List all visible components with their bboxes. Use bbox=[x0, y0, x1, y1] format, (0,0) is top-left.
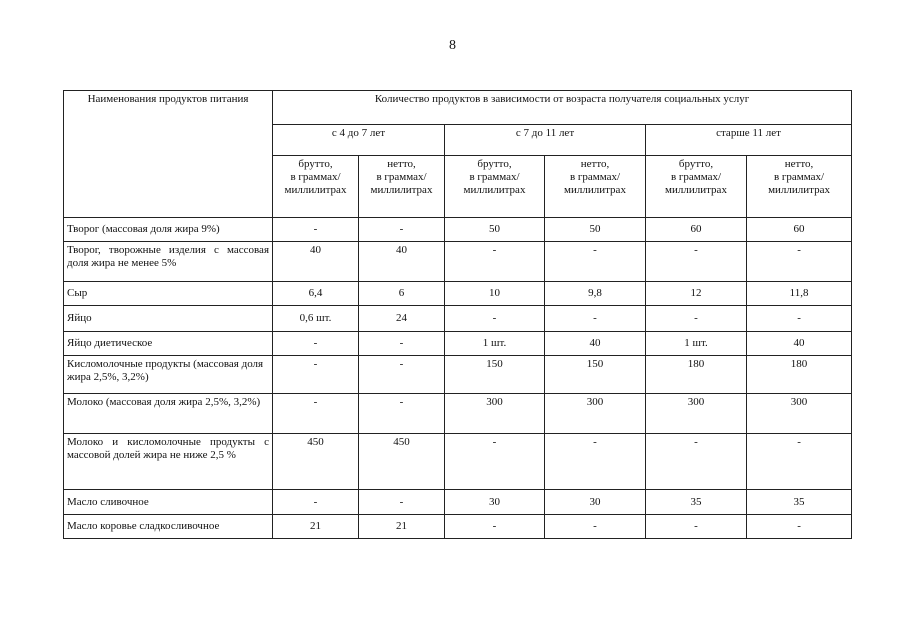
value-cell: 450 bbox=[273, 434, 359, 490]
value-cell: 60 bbox=[747, 218, 852, 242]
value-cell: - bbox=[747, 242, 852, 282]
value-cell: 40 bbox=[747, 332, 852, 356]
value-cell: 6 bbox=[359, 282, 445, 306]
food-products-table bbox=[63, 90, 852, 539]
header-group-over-11: старше 11 лет bbox=[646, 125, 852, 156]
value-cell: 40 bbox=[359, 242, 445, 282]
table-row bbox=[64, 242, 852, 282]
value-cell: 60 bbox=[646, 218, 747, 242]
value-cell: - bbox=[646, 515, 747, 539]
value-cell: - bbox=[359, 218, 445, 242]
value-cell: 21 bbox=[273, 515, 359, 539]
value-cell: - bbox=[273, 356, 359, 394]
value-cell: 300 bbox=[646, 394, 747, 434]
table-row bbox=[64, 332, 852, 356]
table-row bbox=[64, 306, 852, 332]
value-cell: - bbox=[359, 332, 445, 356]
product-name: Молоко (массовая доля жира 2,5%, 3,2%) bbox=[64, 394, 273, 434]
product-name: Кисломолочные продукты (массовая доля жира 2,5%, 3,2%) bbox=[64, 356, 273, 394]
value-cell: 300 bbox=[545, 394, 646, 434]
value-cell: - bbox=[545, 515, 646, 539]
value-cell: 30 bbox=[545, 490, 646, 515]
table-row bbox=[64, 434, 852, 490]
header-brutto: брутто, в граммах/ миллилитрах bbox=[646, 156, 747, 218]
header-product-name: Наименования продуктов питания bbox=[64, 91, 273, 218]
header-main-title: Количество продуктов в зависимости от возраста получателя социальных услуг bbox=[273, 91, 852, 125]
table-row bbox=[64, 515, 852, 539]
value-cell: - bbox=[273, 490, 359, 515]
value-cell: - bbox=[359, 490, 445, 515]
header-group-4-7: с 4 до 7 лет bbox=[273, 125, 445, 156]
value-cell: 300 bbox=[747, 394, 852, 434]
product-name: Масло сливочное bbox=[64, 490, 273, 515]
header-group-7-11: с 7 до 11 лет bbox=[445, 125, 646, 156]
header-brutto: брутто, в граммах/ миллилитрах bbox=[273, 156, 359, 218]
product-name: Творог (массовая доля жира 9%) bbox=[64, 218, 273, 242]
value-cell: 50 bbox=[545, 218, 646, 242]
table-row bbox=[64, 394, 852, 434]
value-cell: - bbox=[545, 306, 646, 332]
value-cell: - bbox=[646, 242, 747, 282]
value-cell: - bbox=[445, 242, 545, 282]
value-cell: 12 bbox=[646, 282, 747, 306]
value-cell: - bbox=[445, 434, 545, 490]
value-cell: 180 bbox=[646, 356, 747, 394]
value-cell: 1 шт. bbox=[445, 332, 545, 356]
product-name: Масло коровье сладкосливочное bbox=[64, 515, 273, 539]
product-name: Молоко и кисломолочные продукты с массовой долей жира не ниже 2,5 % bbox=[64, 434, 273, 490]
value-cell: - bbox=[747, 515, 852, 539]
value-cell: - bbox=[445, 306, 545, 332]
product-name: Сыр bbox=[64, 282, 273, 306]
value-cell: - bbox=[445, 515, 545, 539]
value-cell: 180 bbox=[747, 356, 852, 394]
value-cell: - bbox=[359, 356, 445, 394]
value-cell: - bbox=[545, 434, 646, 490]
value-cell: 10 bbox=[445, 282, 545, 306]
value-cell: 40 bbox=[273, 242, 359, 282]
value-cell: - bbox=[646, 306, 747, 332]
table-row bbox=[64, 282, 852, 306]
value-cell: 35 bbox=[646, 490, 747, 515]
value-cell: 0,6 шт. bbox=[273, 306, 359, 332]
header-netto: нетто, в граммах/ миллилитрах bbox=[545, 156, 646, 218]
value-cell: 450 bbox=[359, 434, 445, 490]
value-cell: - bbox=[646, 434, 747, 490]
value-cell: 11,8 bbox=[747, 282, 852, 306]
value-cell: - bbox=[273, 332, 359, 356]
value-cell: - bbox=[273, 218, 359, 242]
value-cell: 30 bbox=[445, 490, 545, 515]
product-name: Творог, творожные изделия с массовая доля жира не менее 5% bbox=[64, 242, 273, 282]
value-cell: 24 bbox=[359, 306, 445, 332]
value-cell: 150 bbox=[545, 356, 646, 394]
value-cell: 9,8 bbox=[545, 282, 646, 306]
value-cell: - bbox=[545, 242, 646, 282]
header-brutto: брутто, в граммах/ миллилитрах bbox=[445, 156, 545, 218]
value-cell: 50 bbox=[445, 218, 545, 242]
value-cell: - bbox=[359, 394, 445, 434]
value-cell: 150 bbox=[445, 356, 545, 394]
value-cell: - bbox=[747, 306, 852, 332]
product-name: Яйцо диетическое bbox=[64, 332, 273, 356]
value-cell: 21 bbox=[359, 515, 445, 539]
value-cell: 300 bbox=[445, 394, 545, 434]
table-row bbox=[64, 490, 852, 515]
table-row bbox=[64, 356, 852, 394]
value-cell: 40 bbox=[545, 332, 646, 356]
value-cell: 6,4 bbox=[273, 282, 359, 306]
table-row bbox=[64, 218, 852, 242]
header-netto: нетто, в граммах/ миллилитрах bbox=[747, 156, 852, 218]
value-cell: 35 bbox=[747, 490, 852, 515]
product-name: Яйцо bbox=[64, 306, 273, 332]
header-netto: нетто, в граммах/ миллилитрах bbox=[359, 156, 445, 218]
value-cell: - bbox=[273, 394, 359, 434]
page-number: 8 bbox=[449, 38, 456, 53]
value-cell: 1 шт. bbox=[646, 332, 747, 356]
value-cell: - bbox=[747, 434, 852, 490]
